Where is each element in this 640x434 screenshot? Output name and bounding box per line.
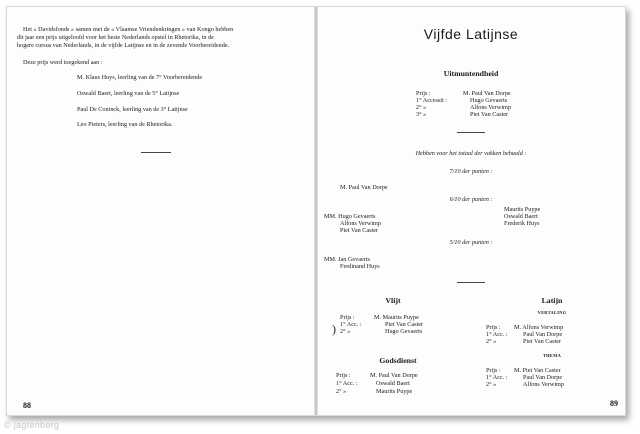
uit-row-1-label: Prijs : [416, 90, 431, 97]
vlijt-row-1-name: M. Maurits Puype [374, 314, 419, 321]
thema-row-3-name: Alfons Verwimp [523, 381, 564, 388]
group-5-name-2: Ferdinand Huys [340, 263, 380, 270]
thema-row-2-name: Paul Van Dorpe [523, 374, 563, 381]
winner-3: Paul De Coninck, leerling van de 3° Latijnse [77, 106, 188, 113]
vlijt-row-3-label: 2° » [340, 328, 351, 335]
gods-row-3-label: 2° » [336, 388, 347, 395]
group-5-name-1: MM. Jan Gevaerts [324, 256, 370, 263]
vert-row-2-label: 1° Acc. : [486, 331, 508, 338]
winner-4: Leo Pieters, leerling van de Rhetorika. [77, 121, 173, 128]
vert-row-3-name: Piet Van Caster [523, 338, 562, 345]
latijn-heading: Latijn [541, 296, 563, 305]
godsdienst-heading: Godsdienst [379, 356, 417, 365]
vert-row-2-name: Paul Van Dorpe [523, 331, 563, 338]
margin-bracket: ) [332, 322, 336, 336]
vert-row-1-name: M. Alfons Verwimp [514, 324, 564, 331]
page-title: Vijfde Latijnse [423, 26, 519, 42]
group-6-right-1: Maurits Puype [504, 206, 541, 213]
uit-row-2-name: Hugo Gevaerts [470, 97, 508, 104]
uit-row-3-name: Alfons Verwimp [470, 104, 511, 111]
uit-row-2-label: 1° Accessit : [416, 97, 448, 104]
group-7-name-1: M. Paul Van Dorpe [340, 184, 388, 191]
uitmuntendheid-heading: Uitmuntendheid [443, 69, 499, 78]
intro-line-1: Het « Davidsfonds » samen met de « Vlaamse Vriendenkringen » van Kongo hebben [23, 26, 234, 33]
group-6-right-3: Frederik Huys [504, 220, 540, 227]
section-divider [141, 152, 171, 153]
winner-2: Oswald Baert, leerling van de 5° Latijnse [77, 90, 180, 97]
group-6-right-2: Oswald Baert [504, 213, 538, 220]
group-6-left-3: Piet Van Caster [340, 227, 379, 234]
intro-line-2: dit jaar een prijs uitgeloofd voor het beste Nederlands opstel in Rhetorika, in de [17, 34, 214, 41]
watermark: © jagtenberg [4, 420, 60, 430]
vlijt-row-1-label: Prijs : [340, 314, 355, 321]
thema-row-3-label: 2° » [486, 381, 497, 388]
intro-line-3: hogere cursus van Nederlands, in de vijfde Latijnse en in de zevende Voorbereidende. [17, 42, 230, 49]
winner-1: M. Klaus Huys, leerling van de 7° Voorbereidende [77, 74, 203, 81]
gods-row-3-name: Maurits Puype [376, 388, 413, 395]
gods-row-1-name: M. Paul Van Dorpe [370, 372, 418, 379]
group-6-left-1: MM. Hugo Gevaerts [324, 213, 376, 220]
thema-row-2-label: 1° Acc. : [486, 374, 508, 381]
uit-row-1-name: M. Paul Van Dorpe [463, 90, 511, 97]
divider-1 [457, 132, 485, 133]
thema-label: THEMA [542, 353, 562, 358]
book-spread [6, 6, 626, 416]
prize-intro: Deze prijs werd toegekend aan : [23, 59, 103, 66]
divider-2 [457, 282, 485, 283]
uit-row-4-label: 3° » [416, 111, 427, 118]
uit-row-3-label: 2° » [416, 104, 427, 111]
vlijt-row-2-label: 1° Acc. : [340, 321, 362, 328]
vert-row-3-label: 2° » [486, 338, 497, 345]
thema-row-1-name: M. Piet Van Caster [514, 367, 561, 374]
uit-row-4-name: Piet Van Caster [470, 111, 509, 118]
left-page [7, 7, 314, 415]
group-6-left-2: Alfons Verwimp [340, 220, 381, 227]
page-number-left: 88 [23, 401, 31, 410]
vlijt-row-2-name: Piet Van Caster [385, 321, 424, 328]
gods-row-2-label: 1° Acc. : [336, 380, 358, 387]
thema-row-1-label: Prijs : [486, 367, 501, 374]
gods-row-2-name: Oswald Baert [376, 380, 410, 387]
vlijt-row-3-name: Hugo Gevaerts [385, 328, 423, 335]
vlijt-heading: Vlijt [385, 296, 401, 305]
vertaling-label: VERTALING [537, 310, 567, 315]
page-number-right: 89 [610, 399, 618, 408]
group-7-label: 7/10 der punten : [449, 168, 493, 175]
group-5-label: 5/10 der punten : [449, 239, 493, 246]
gods-row-1-label: Prijs : [336, 372, 351, 379]
group-6-label: 6/10 der punten : [449, 196, 493, 203]
vert-row-1-label: Prijs : [486, 324, 501, 331]
totaal-heading: Hebben voor het totaal der vakken behaald : [415, 150, 527, 157]
right-page [318, 7, 626, 415]
